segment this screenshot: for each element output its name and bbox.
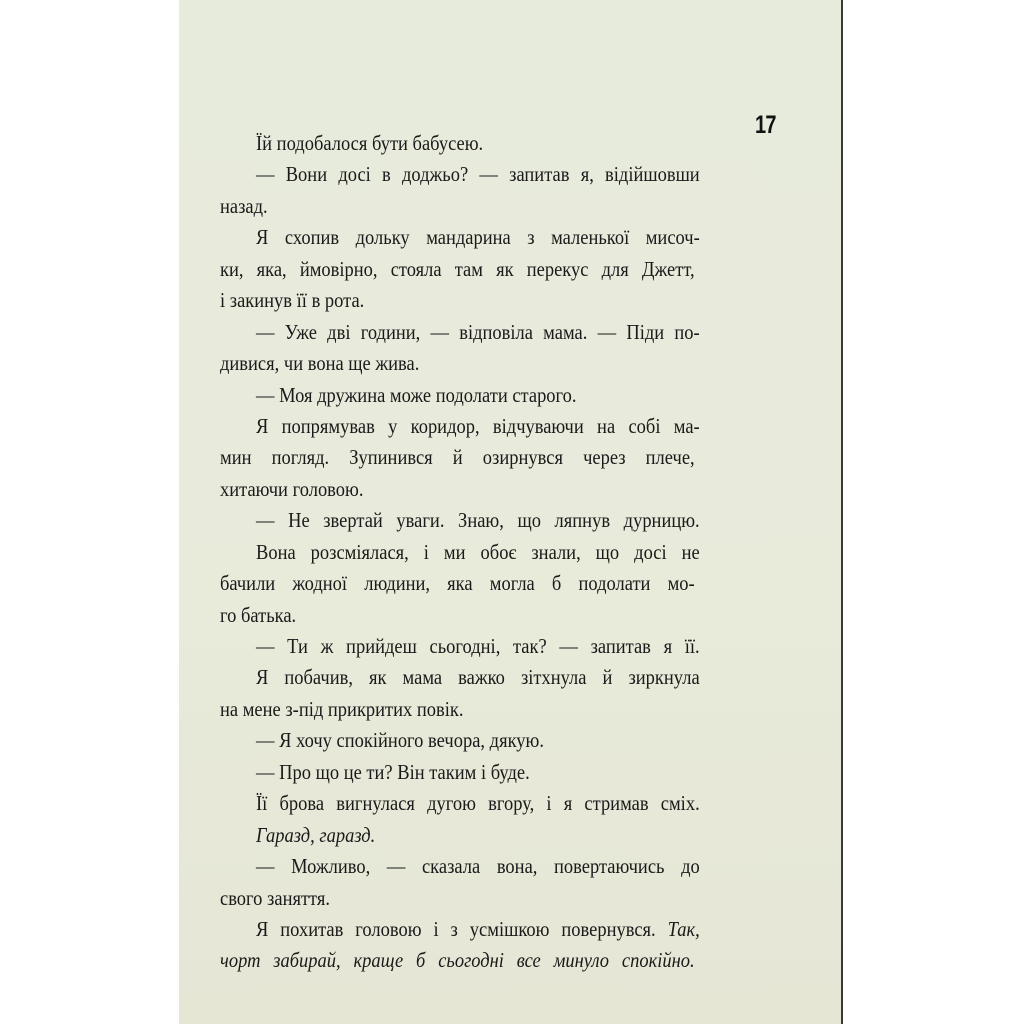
word: доджьо?: [401, 162, 469, 187]
text-line-content: [256, 631, 700, 662]
word: собі: [628, 413, 661, 438]
word: й: [452, 445, 463, 470]
word: уваги.: [396, 508, 445, 533]
word: Я: [279, 728, 292, 753]
page-edge: [841, 0, 843, 1024]
word: ще: [348, 351, 371, 376]
word: сміх.: [660, 791, 700, 816]
word: що: [595, 539, 620, 564]
word: схопив: [284, 225, 340, 250]
word: бачили: [220, 571, 276, 596]
word: Зупинився: [349, 445, 433, 470]
word: бабусею.: [412, 131, 484, 155]
word: дві: [327, 319, 351, 344]
word: все: [516, 948, 541, 973]
word: хитаючи: [220, 476, 288, 501]
text-line: [220, 568, 772, 599]
word: досі: [634, 539, 667, 564]
word: вона: [307, 351, 344, 376]
word: коридор,: [410, 413, 480, 438]
word: розсміялася,: [310, 539, 409, 564]
word: Уже: [284, 319, 317, 344]
text-line: [220, 474, 772, 505]
text-line: [220, 694, 772, 725]
word: там: [454, 256, 483, 281]
text-line-content: [220, 442, 695, 473]
word: Я: [256, 665, 269, 690]
word: може: [389, 382, 432, 407]
word: сьогодні: [438, 948, 504, 973]
text-line: [220, 159, 772, 190]
word: і: [546, 791, 552, 816]
text-line: [220, 537, 772, 568]
word: Вона: [256, 539, 296, 564]
word: сьогодні,: [429, 634, 501, 658]
text-line-content: [220, 945, 695, 976]
word: в: [311, 288, 321, 313]
text-line-content: [256, 159, 700, 190]
word: відчуваючи: [492, 413, 584, 438]
word: я,: [580, 162, 594, 187]
text-line: [220, 757, 772, 788]
word: обоє: [480, 539, 517, 564]
word: важко: [458, 665, 505, 690]
word: спокійно.: [621, 948, 695, 973]
text-line: [220, 348, 772, 379]
text-line-content: [256, 914, 700, 945]
text-line-content: [256, 411, 700, 442]
page-number: 17: [755, 111, 776, 139]
text-line-content: [256, 380, 577, 411]
text-line-content: [220, 474, 363, 505]
word: ки,: [220, 256, 244, 281]
word: дружина: [317, 382, 386, 407]
text-line: [220, 851, 772, 882]
word: ймовірно,: [299, 256, 378, 281]
text-line-content: [220, 285, 364, 316]
word: Їй: [256, 131, 273, 155]
word: дивися,: [220, 351, 280, 376]
text-line-content: [256, 851, 700, 882]
word: подолати: [578, 571, 651, 596]
word: сказала: [421, 854, 481, 879]
word: —: [256, 854, 275, 879]
word: зітхнула: [520, 665, 587, 690]
text-line-content: [256, 317, 700, 348]
word: батька.: [241, 602, 297, 627]
word: —: [386, 854, 406, 879]
word: мо-: [667, 571, 695, 596]
word: її.: [684, 634, 700, 658]
word: закинув: [229, 288, 293, 313]
word: на: [220, 696, 239, 721]
word: подобалося: [276, 131, 368, 155]
word: Я: [256, 413, 269, 438]
word: я: [563, 791, 573, 816]
word: як: [368, 665, 387, 690]
word: і: [480, 759, 487, 784]
word: гаразд.: [319, 822, 376, 847]
word: на: [597, 413, 616, 438]
text-line-content: [256, 820, 375, 851]
text-line-content: [220, 254, 695, 285]
word: ми: [443, 539, 466, 564]
text-line: [220, 662, 772, 693]
text-line: [220, 505, 772, 536]
word: головою: [355, 916, 422, 941]
word: що: [517, 508, 541, 533]
word: забирай,: [273, 948, 341, 973]
text-line-content: [256, 537, 700, 568]
word: години,: [360, 319, 421, 344]
word: людини,: [364, 571, 431, 596]
word: прикритих: [327, 696, 413, 721]
word: б: [416, 948, 426, 973]
word: Моя: [279, 382, 313, 407]
word: брова: [279, 791, 325, 816]
word: таким: [429, 759, 477, 784]
word: плече,: [645, 445, 695, 470]
word: і: [220, 288, 226, 313]
text-line-content: [256, 788, 700, 819]
word: мин: [220, 445, 252, 470]
word: Можливо,: [291, 854, 371, 879]
word: яка: [447, 571, 473, 596]
word: дякую.: [489, 728, 544, 753]
text-line: [220, 442, 772, 473]
text-line: [220, 788, 772, 819]
word: чи: [283, 351, 304, 376]
word: —: [256, 759, 275, 784]
word: Гаразд,: [256, 822, 315, 847]
word: Вони: [285, 162, 328, 187]
word: вгору,: [488, 791, 535, 816]
word: стояла: [390, 256, 442, 281]
text-line-content: [256, 222, 700, 253]
word: озирнувся: [482, 445, 563, 470]
word: побачив,: [284, 665, 353, 690]
word: бути: [371, 131, 408, 155]
word: запитав: [590, 634, 651, 658]
word: стримав: [584, 791, 649, 816]
word: я: [663, 634, 673, 658]
word: вона,: [496, 854, 538, 879]
word: знали,: [531, 539, 581, 564]
word: подолати: [435, 382, 508, 407]
word: —: [256, 319, 275, 344]
text-line: [220, 285, 772, 316]
word: б: [551, 571, 562, 596]
word: ж: [320, 634, 334, 658]
text-line: [220, 317, 772, 348]
word: мене: [242, 696, 281, 721]
text-line: [220, 380, 772, 411]
text-line: [220, 222, 772, 253]
word: відійшовши: [605, 162, 700, 187]
word: заняття.: [267, 885, 331, 910]
word: у: [388, 413, 398, 438]
word: —: [256, 382, 275, 407]
word: мама.: [543, 319, 588, 344]
word: попрямував: [281, 413, 375, 438]
text-line-content: [256, 505, 700, 536]
word: —: [256, 728, 275, 753]
word: спокійного: [336, 728, 424, 753]
word: похитав: [280, 916, 344, 941]
text-line: [220, 914, 772, 945]
word: мама: [402, 665, 443, 690]
word: Не: [288, 508, 310, 533]
word: повік.: [416, 696, 464, 721]
word: Її: [256, 791, 268, 816]
word: —: [256, 162, 275, 187]
word: краще: [353, 948, 404, 973]
word: по-: [674, 319, 700, 344]
text-line-content: [256, 725, 544, 756]
text-line-content: [220, 883, 330, 914]
word: яка,: [256, 256, 287, 281]
word: запитав: [509, 162, 570, 187]
text-line: [220, 945, 772, 976]
word: —: [256, 508, 275, 533]
word: —: [559, 634, 578, 658]
word: Я: [256, 916, 269, 941]
word: відповіла: [459, 319, 533, 344]
word: го: [220, 602, 237, 627]
word: вечора,: [428, 728, 486, 753]
word: буде.: [490, 759, 530, 784]
word: маленької: [551, 225, 630, 250]
text-line-content: [220, 568, 695, 599]
word: для: [601, 256, 629, 281]
word: старого.: [512, 382, 577, 407]
word: Він: [397, 759, 425, 784]
word: хочу: [296, 728, 332, 753]
word: жодної: [292, 571, 348, 596]
word: повернувся.: [561, 916, 656, 941]
word: дольку: [355, 225, 410, 250]
text-line: [220, 725, 772, 756]
word: зиркнула: [628, 665, 700, 690]
word: вигнулася: [336, 791, 415, 816]
word: усмішкою: [469, 916, 550, 941]
word: —: [479, 162, 498, 187]
word: ма-: [673, 413, 700, 438]
text-line: [220, 254, 772, 285]
word: —: [256, 634, 275, 658]
word: чорт: [220, 948, 261, 973]
word: —: [597, 319, 617, 344]
word: і: [423, 539, 429, 564]
word: до: [681, 854, 700, 879]
word: погляд.: [271, 445, 330, 470]
word: з: [527, 225, 535, 250]
word: Про: [279, 759, 311, 784]
word: мандарина: [426, 225, 511, 250]
text-line: [220, 411, 772, 442]
word: перекус: [526, 256, 589, 281]
word: так?: [513, 634, 547, 658]
word: Знаю,: [458, 508, 504, 533]
text-line: [220, 600, 772, 631]
text-line-content: [220, 694, 464, 725]
text-line: [220, 631, 772, 662]
text-line-content: [256, 757, 530, 788]
word: прийдеш: [346, 634, 417, 658]
word: що: [315, 759, 340, 784]
word: Джетт,: [641, 256, 695, 281]
word: мисоч-: [645, 225, 700, 250]
word: в: [382, 162, 391, 187]
text-line-content: [220, 191, 268, 222]
word: повертаючись: [554, 854, 665, 879]
word: звертай: [323, 508, 383, 533]
word: могла: [489, 571, 535, 596]
text-line-content: [220, 348, 419, 379]
word: Ти: [287, 634, 308, 658]
word: —: [430, 319, 449, 344]
text-line: [220, 883, 772, 914]
text-line-content: [220, 600, 296, 631]
word: ляпнув: [554, 508, 611, 533]
word: її: [296, 288, 307, 313]
word: це: [343, 759, 362, 784]
word: Так,: [667, 916, 700, 941]
word: Я: [256, 225, 269, 250]
word: свого: [220, 885, 263, 910]
page-body-text: [220, 128, 772, 977]
word: Піди: [626, 319, 665, 344]
text-line: [220, 820, 772, 851]
word: і: [433, 916, 439, 941]
text-line-content: [256, 662, 700, 693]
word: назад.: [220, 193, 268, 218]
word: досі: [338, 162, 371, 187]
text-line-content: [256, 128, 483, 159]
word: ти?: [366, 759, 393, 784]
word: рота.: [324, 288, 365, 313]
word: головою.: [292, 476, 364, 501]
text-line: [220, 191, 772, 222]
word: дурницю.: [623, 508, 700, 533]
word: не: [681, 539, 700, 564]
word: й: [602, 665, 613, 690]
word: з: [450, 916, 458, 941]
word: як: [496, 256, 514, 281]
text-line: [220, 128, 772, 159]
word: з-під: [285, 696, 324, 721]
word: через: [583, 445, 626, 470]
word: минуло: [553, 948, 610, 973]
word: дугою: [427, 791, 476, 816]
word: жива.: [375, 351, 420, 376]
